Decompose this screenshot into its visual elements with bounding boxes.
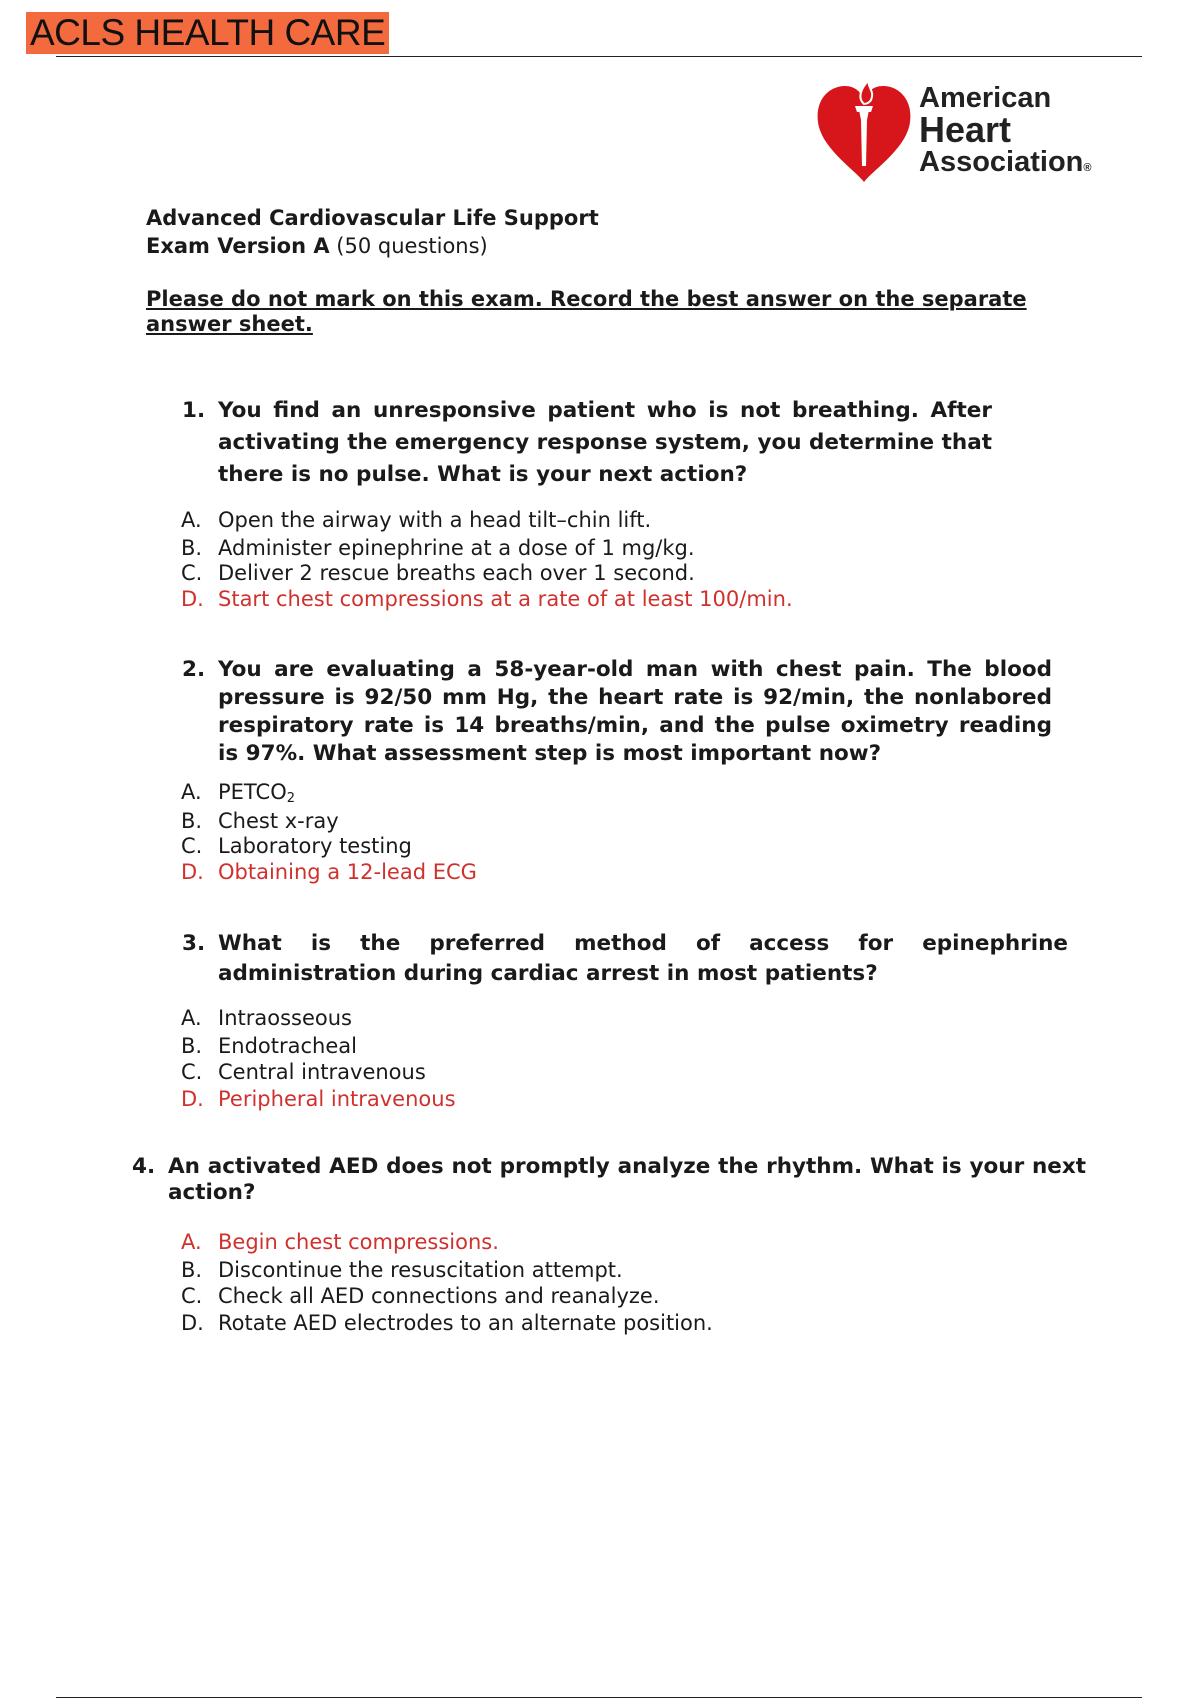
option-2b[interactable]: B. Chest x-ray bbox=[181, 809, 339, 833]
option-1d[interactable]: D. Start chest compressions at a rate of at least 100/min. bbox=[181, 587, 793, 611]
question-3: 3. What is the preferred method of access for epinephrine administration during cardiac arrest in most patients? bbox=[182, 931, 1068, 986]
heart-torch-icon bbox=[815, 70, 913, 188]
option-4d[interactable]: D. Rotate AED electrodes to an alternate position. bbox=[181, 1311, 713, 1335]
logo-line-association: Association® bbox=[919, 146, 1092, 178]
option-1b[interactable]: B. Administer epinephrine at a dose of 1 mg/kg. bbox=[181, 536, 695, 560]
option-3c[interactable]: C. Central intravenous bbox=[181, 1060, 426, 1084]
option-1a[interactable]: A. Open the airway with a head tilt–chin lift. bbox=[181, 508, 652, 532]
question-text: An activated AED does not promptly analyze the rhythm. What is your next action? bbox=[168, 1154, 1086, 1205]
logo-wordmark bbox=[919, 82, 1091, 184]
option-2d[interactable]: D. Obtaining a 12-lead ECG bbox=[181, 860, 477, 884]
option-4c[interactable]: C. Check all AED connections and reanalyze. bbox=[181, 1284, 660, 1308]
question-1: 1. You find an unresponsive patient who is not breathing. After activating the emergency response system, you determine that there is no pulse. What is your next action? bbox=[182, 398, 992, 487]
option-4b[interactable]: B. Discontinue the resuscitation attempt. bbox=[181, 1258, 623, 1282]
exam-title: Advanced Cardiovascular Life Support bbox=[146, 206, 599, 230]
footer-rule bbox=[56, 1697, 1142, 1698]
logo-line-american: American bbox=[919, 82, 1052, 114]
option-3b[interactable]: B. Endotracheal bbox=[181, 1034, 357, 1058]
question-4: 4. An activated AED does not promptly analyze the rhythm. What is your next action? bbox=[132, 1154, 1086, 1205]
header-rule bbox=[56, 56, 1142, 57]
aha-logo bbox=[815, 70, 1095, 188]
option-1c[interactable]: C. Deliver 2 rescue breaths each over 1 second. bbox=[181, 561, 695, 585]
exam-version: Exam Version A (50 questions) bbox=[146, 234, 488, 258]
watermark-label: ACLS HEALTH CARE bbox=[26, 12, 389, 54]
question-text: What is the preferred method of access for epinephrine administration during cardiac arrest in most patients? bbox=[218, 931, 1068, 986]
option-3a[interactable]: A. Intraosseous bbox=[181, 1006, 352, 1030]
exam-instruction: Please do not mark on this exam. Record the best answer on the separate answer sheet. bbox=[146, 287, 1027, 336]
option-2a[interactable]: A. $PETCO_2$ bbox=[181, 780, 296, 806]
logo-line-heart: Heart bbox=[919, 109, 1012, 150]
question-text: You find an unresponsive patient who is not breathing. After activating the emergency response system, you determine that there is no pulse. What is your next action? bbox=[218, 398, 992, 487]
option-3d[interactable]: D. Peripheral intravenous bbox=[181, 1087, 456, 1111]
option-4a[interactable]: A. Begin chest compressions. bbox=[181, 1230, 499, 1254]
question-text: You are evaluating a 58-year-old man with chest pain. The blood pressure is 92/50 mm Hg, the heart rate is 92/min, the nonlabored respiratory rate is 14 breaths/min, and the pulse oximetry reading is 97%. What assessment step is most important now? bbox=[218, 657, 1052, 766]
option-2c[interactable]: C. Laboratory testing bbox=[181, 834, 412, 858]
question-2: 2. You are evaluating a 58-year-old man with chest pain. The blood pressure is 92/50 mm Hg, the heart rate is 92/min, the nonlabored respiratory rate is 14 breaths/min, and the pulse oximetry reading is 97%. What assessment step is most important now? bbox=[182, 657, 1052, 766]
